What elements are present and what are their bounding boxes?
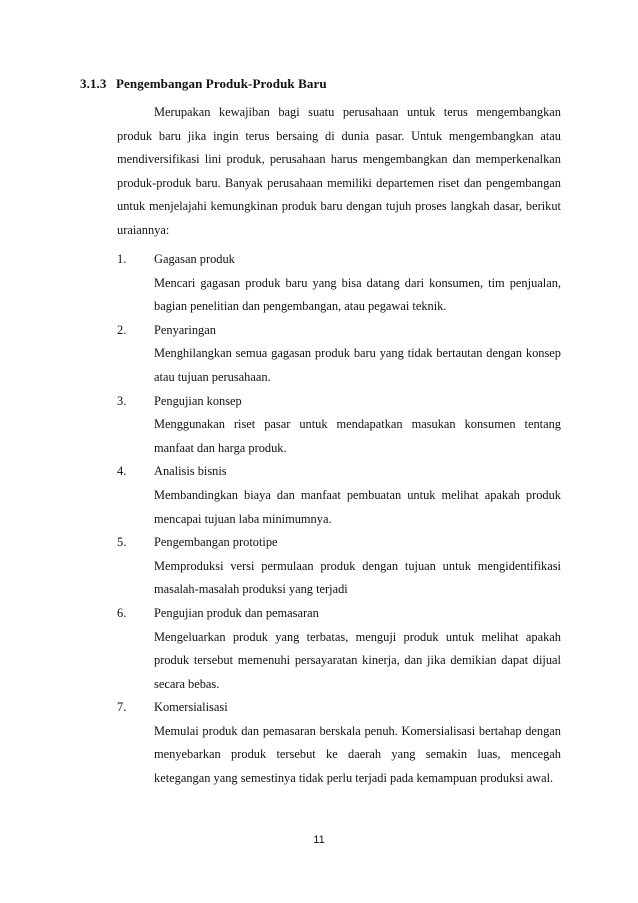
list-item bbox=[117, 531, 561, 602]
step-number: 6. bbox=[117, 605, 127, 620]
list-item bbox=[117, 696, 561, 790]
step-number: 4. bbox=[117, 464, 127, 479]
step-title: Analisis bisnis bbox=[154, 464, 227, 479]
step-number: 3. bbox=[117, 393, 127, 408]
step-number: 2. bbox=[117, 322, 127, 337]
step-description: Memproduksi versi permulaan produk dengan tujuan untuk mengidentifikasi masalah-masalah produksi yang terjadi bbox=[154, 558, 561, 597]
step-title: Penyaringan bbox=[154, 322, 216, 337]
section-title: Pengembangan Produk-Produk Baru bbox=[116, 76, 327, 91]
step-description: Mencari gagasan produk baru yang bisa datang dari konsumen, tim penjualan, bagian penelitian dan pengembangan, atau pegawai teknik. bbox=[154, 275, 561, 314]
step-description: Membandingkan biaya dan manfaat pembuatan untuk melihat apakah produk mencapai tujuan laba minimumnya. bbox=[154, 487, 561, 526]
list-item bbox=[117, 248, 561, 319]
steps-list bbox=[117, 248, 561, 791]
step-number: 1. bbox=[117, 252, 127, 266]
step-description: Memulai produk dan pemasaran berskala penuh. Komersialisasi bertahap dengan menyebarkan produk tersebut ke daerah yang semakin luas, mencegah ketegangan yang semestinya tidak perlu terjadi pada kemampuan produksi awal. bbox=[154, 723, 561, 786]
step-number: 7. bbox=[117, 700, 127, 715]
section-heading bbox=[80, 76, 327, 92]
step-title: Gagasan produk bbox=[154, 252, 235, 266]
step-title: Pengembangan prototipe bbox=[154, 535, 278, 550]
list-item bbox=[117, 390, 561, 461]
step-number: 5. bbox=[117, 535, 127, 550]
section-number: 3.1.3 bbox=[80, 76, 107, 91]
step-title: Komersialisasi bbox=[154, 700, 228, 715]
intro-paragraph: Merupakan kewajiban bagi suatu perusahaan untuk terus mengembangkan produk baru jika ingin terus bersaing di dunia pasar. Untuk mengembangkan atau mendiversifikasi lini produk, perusahaan harus mengembangkan dan memperkenalkan produk-produk baru. Banyak perusahaan memiliki departemen riset dan pengembangan untuk menjelajahi kemungkinan produk baru dengan tujuh proses langkah dasar, berikut uraiannya: bbox=[117, 105, 561, 237]
step-title: Pengujian konsep bbox=[154, 393, 242, 408]
step-description: Menghilangkan semua gagasan produk baru yang tidak bertautan dengan konsep atau tujuan perusahaan. bbox=[154, 346, 561, 384]
list-item bbox=[117, 319, 561, 390]
list-item bbox=[117, 460, 561, 531]
step-description: Mengeluarkan produk yang terbatas, menguji produk untuk melihat apakah produk tersebut memenuhi persayaratan kinerja, dan jika demikian dapat dijual secara bebas. bbox=[154, 629, 561, 691]
step-title: Pengujian produk dan pemasaran bbox=[154, 605, 319, 620]
page-number: 11 bbox=[313, 834, 325, 846]
list-item bbox=[117, 602, 561, 696]
step-description: Menggunakan riset pasar untuk mendapatkan masukan konsumen tentang manfaat dan harga produk. bbox=[154, 417, 561, 455]
